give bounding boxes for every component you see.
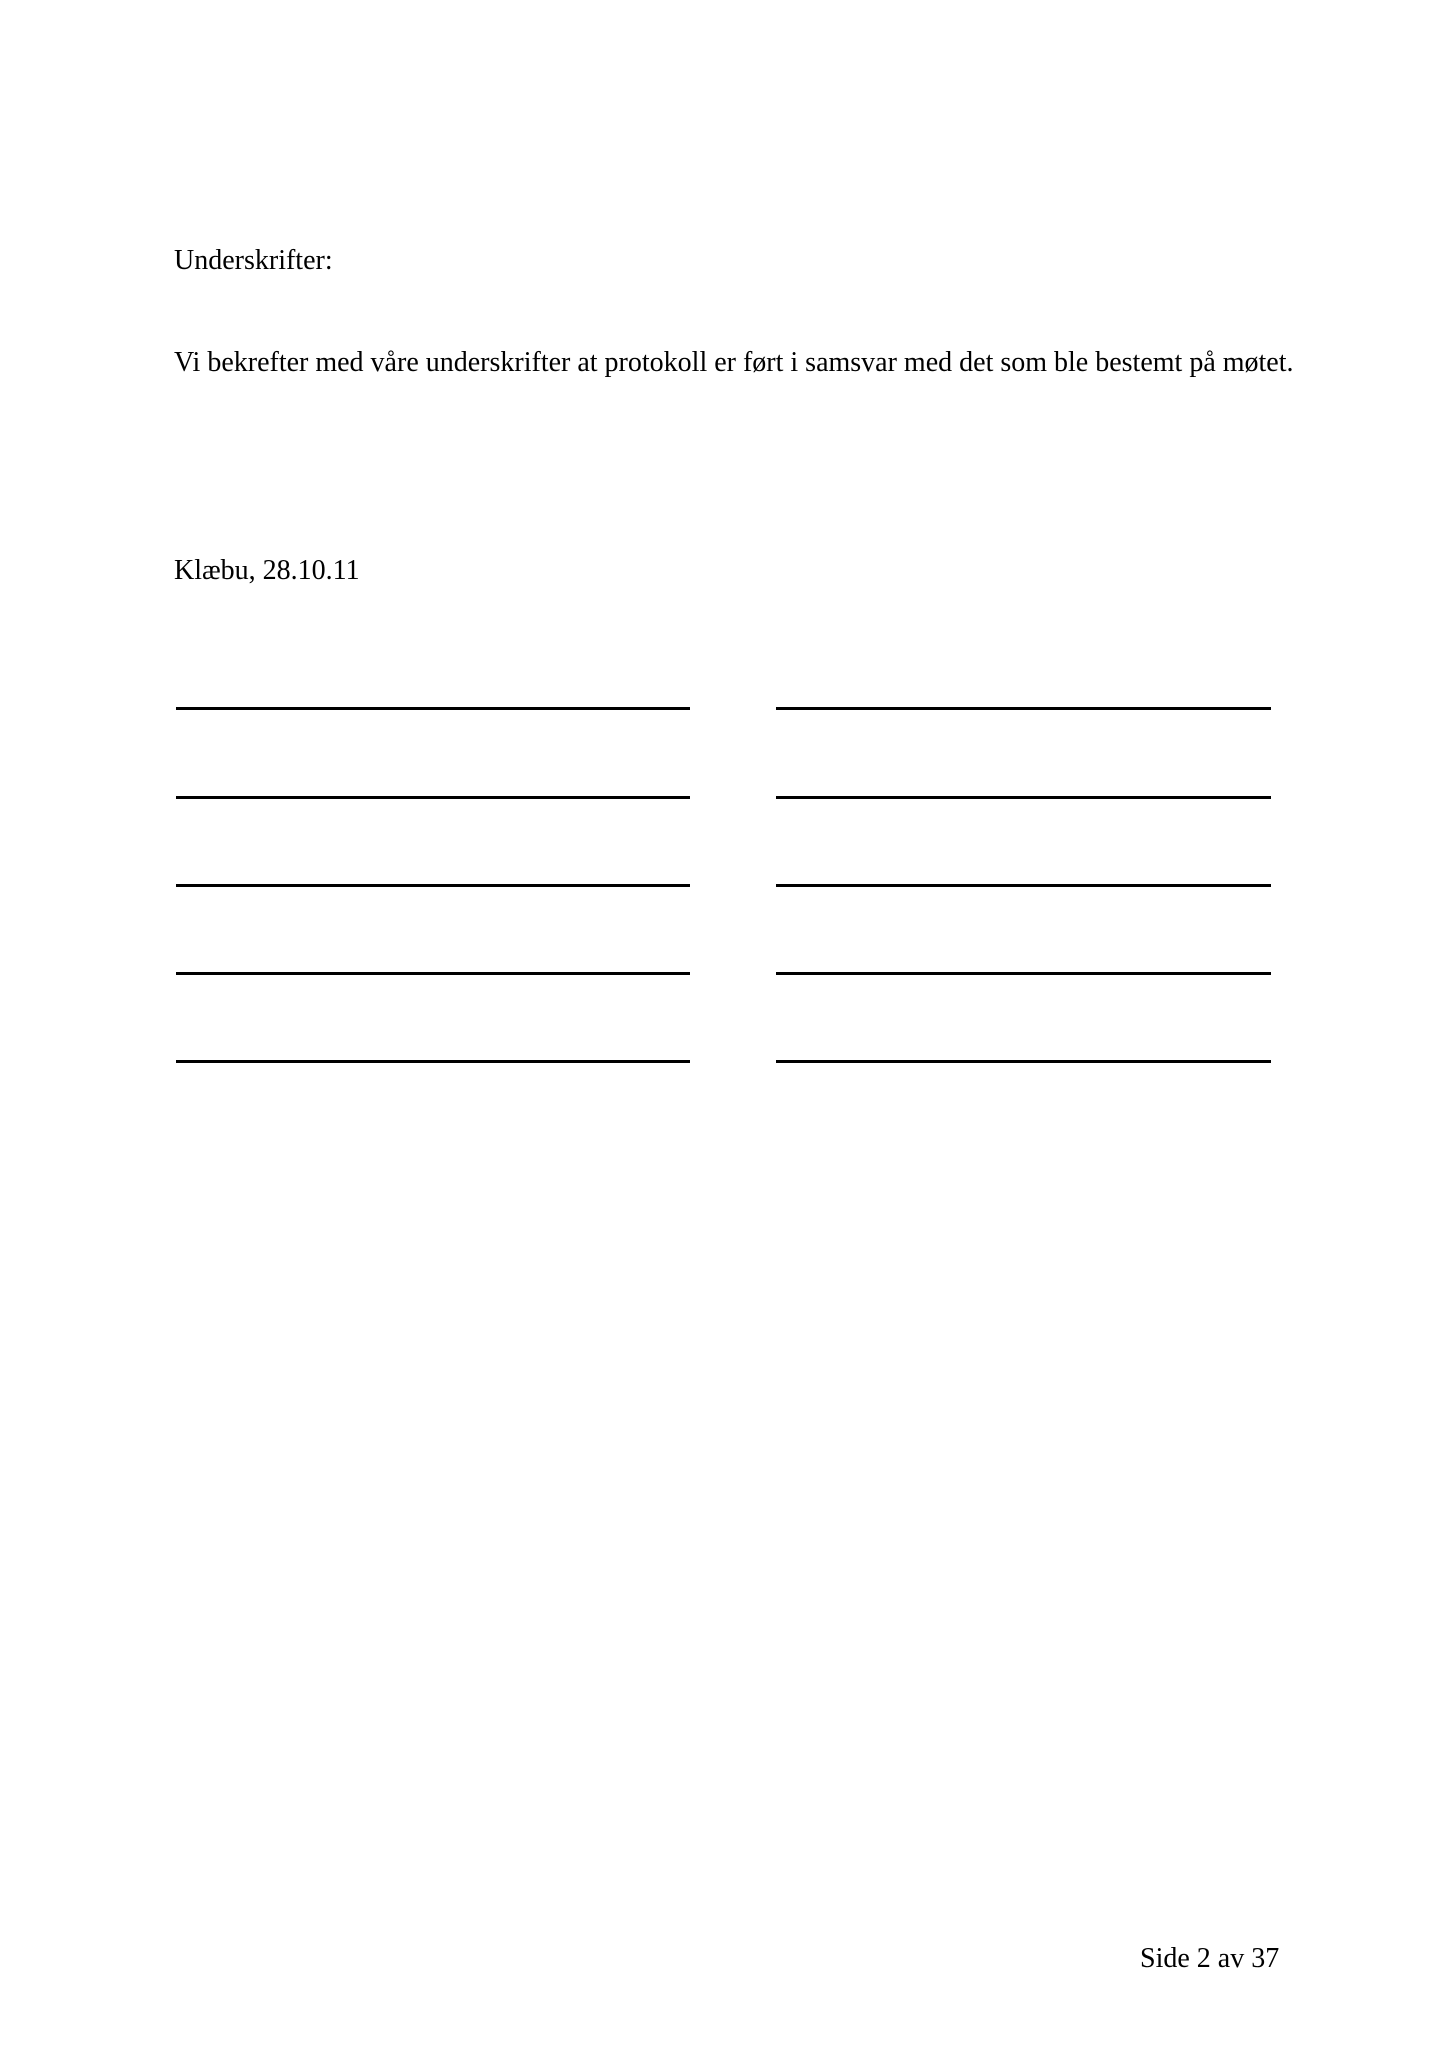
signature-line [176, 884, 690, 887]
signature-line [776, 796, 1271, 799]
signature-line [176, 1060, 690, 1063]
signature-line [176, 796, 690, 799]
signature-line [776, 884, 1271, 887]
signature-line [776, 972, 1271, 975]
signature-line [176, 972, 690, 975]
signature-line [176, 707, 690, 710]
signature-line [776, 1060, 1271, 1063]
page-number: Side 2 av 37 [1140, 1943, 1280, 1974]
signature-line [776, 707, 1271, 710]
confirmation-statement: Vi bekrefter med våre underskrifter at protokoll er ført i samsvar med det som ble bestemt på møtet. [174, 347, 1294, 378]
place-and-date: Klæbu, 28.10.11 [174, 555, 360, 586]
section-heading: Underskrifter: [174, 245, 333, 276]
